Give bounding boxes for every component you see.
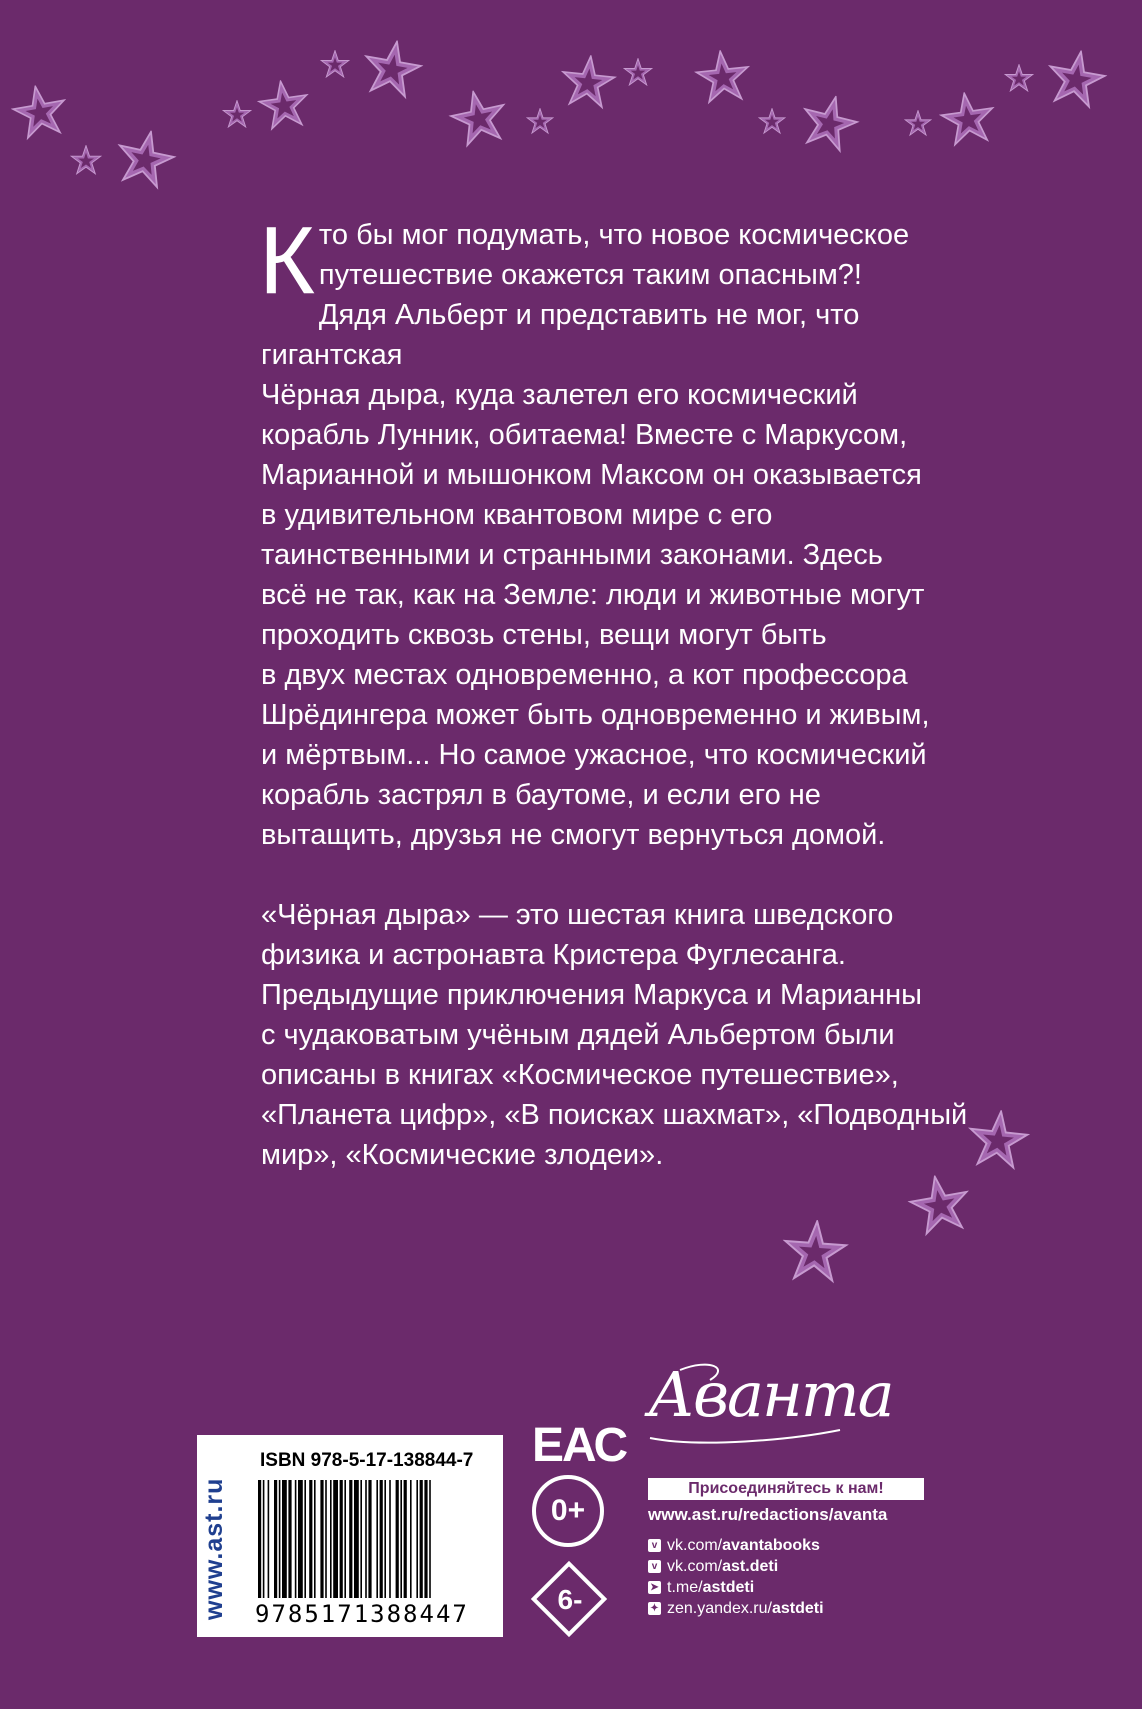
link-prefix: vk.com/ (667, 1558, 723, 1575)
link-handle: astdeti (771, 1600, 824, 1617)
telegram-icon: ➤ (648, 1581, 661, 1594)
link-handle: astdeti (702, 1579, 755, 1596)
vk-icon: v (648, 1560, 661, 1573)
age-rating-circle: 0+ (532, 1475, 604, 1547)
eac-mark: ЕАС (532, 1419, 627, 1472)
social-link-vk-avantabooks[interactable] (648, 1535, 824, 1556)
zen-icon: ✦ (648, 1602, 661, 1615)
link-handle: avantabooks (722, 1537, 820, 1554)
age-rating-diamond (530, 1560, 610, 1640)
avanta-logo: Аванта (648, 1358, 893, 1431)
barcode-bars (258, 1480, 490, 1598)
link-handle: ast.deti (722, 1558, 779, 1575)
annotation-paragraph-1 (259, 207, 1001, 855)
annotation-paragraph-2: «Чёрная дыра» — это шестая книга шведского физика и астронавта Кристера Фуглесанга. Предыдущие приключения Маркуса и Марианны с чудаковатым учёным дядей Альбертом были описаны в книгах «Космическое путешествие», «Планета цифр», «В поисках шахмат», «Подводный мир», «Космические злодеи». (261, 899, 968, 1171)
paragraph-1-text: то бы мог подумать, что новое космическое путешествие окажется таким опасным?! Дядя Альберт и представить не мог, что гигантская Чёрная дыра, куда залетел его космический корабль Лунник, обитаема! Вместе с Маркусом, Марианной и мышонком Максом он оказывается в удивительном квантовом мире с его таинственными и странными законами. Здесь всё не так, как на Земле: люди и животные могут проходить сквозь стены, вещи могут быть в двух местах одновременно, а кот профессора Шрёдингера может быть одновременно и живым, и мёртвым... Но самое ужасное, что космический корабль застрял в баутоме, и если его не вытащить, друзья не смогут вернуться домой. (261, 219, 930, 851)
isbn-label: ISBN 978-5-17-138844-7 (260, 1450, 474, 1471)
logo-swirl (640, 1360, 850, 1450)
age-rating-diamond-text: 6- (557, 1584, 583, 1615)
social-links (648, 1535, 824, 1619)
publisher-site-vertical: www.ast.ru (200, 1477, 228, 1620)
drop-cap: К (259, 207, 315, 314)
link-prefix: t.me/ (667, 1579, 703, 1596)
avanta-site-link[interactable]: www.ast.ru/redactions/avanta (648, 1505, 888, 1524)
link-prefix: vk.com/ (667, 1537, 723, 1554)
join-us-banner: Присоединяйтесь к нам! (648, 1478, 924, 1500)
vk-icon: v (648, 1539, 661, 1552)
barcode-number: 9785171388447 (255, 1600, 469, 1628)
social-link-telegram[interactable] (648, 1577, 824, 1598)
social-link-vk-astdeti[interactable] (648, 1556, 824, 1577)
link-prefix: zen.yandex.ru/ (667, 1600, 772, 1617)
annotation-text (259, 207, 1001, 1175)
social-link-zen[interactable] (648, 1598, 824, 1619)
